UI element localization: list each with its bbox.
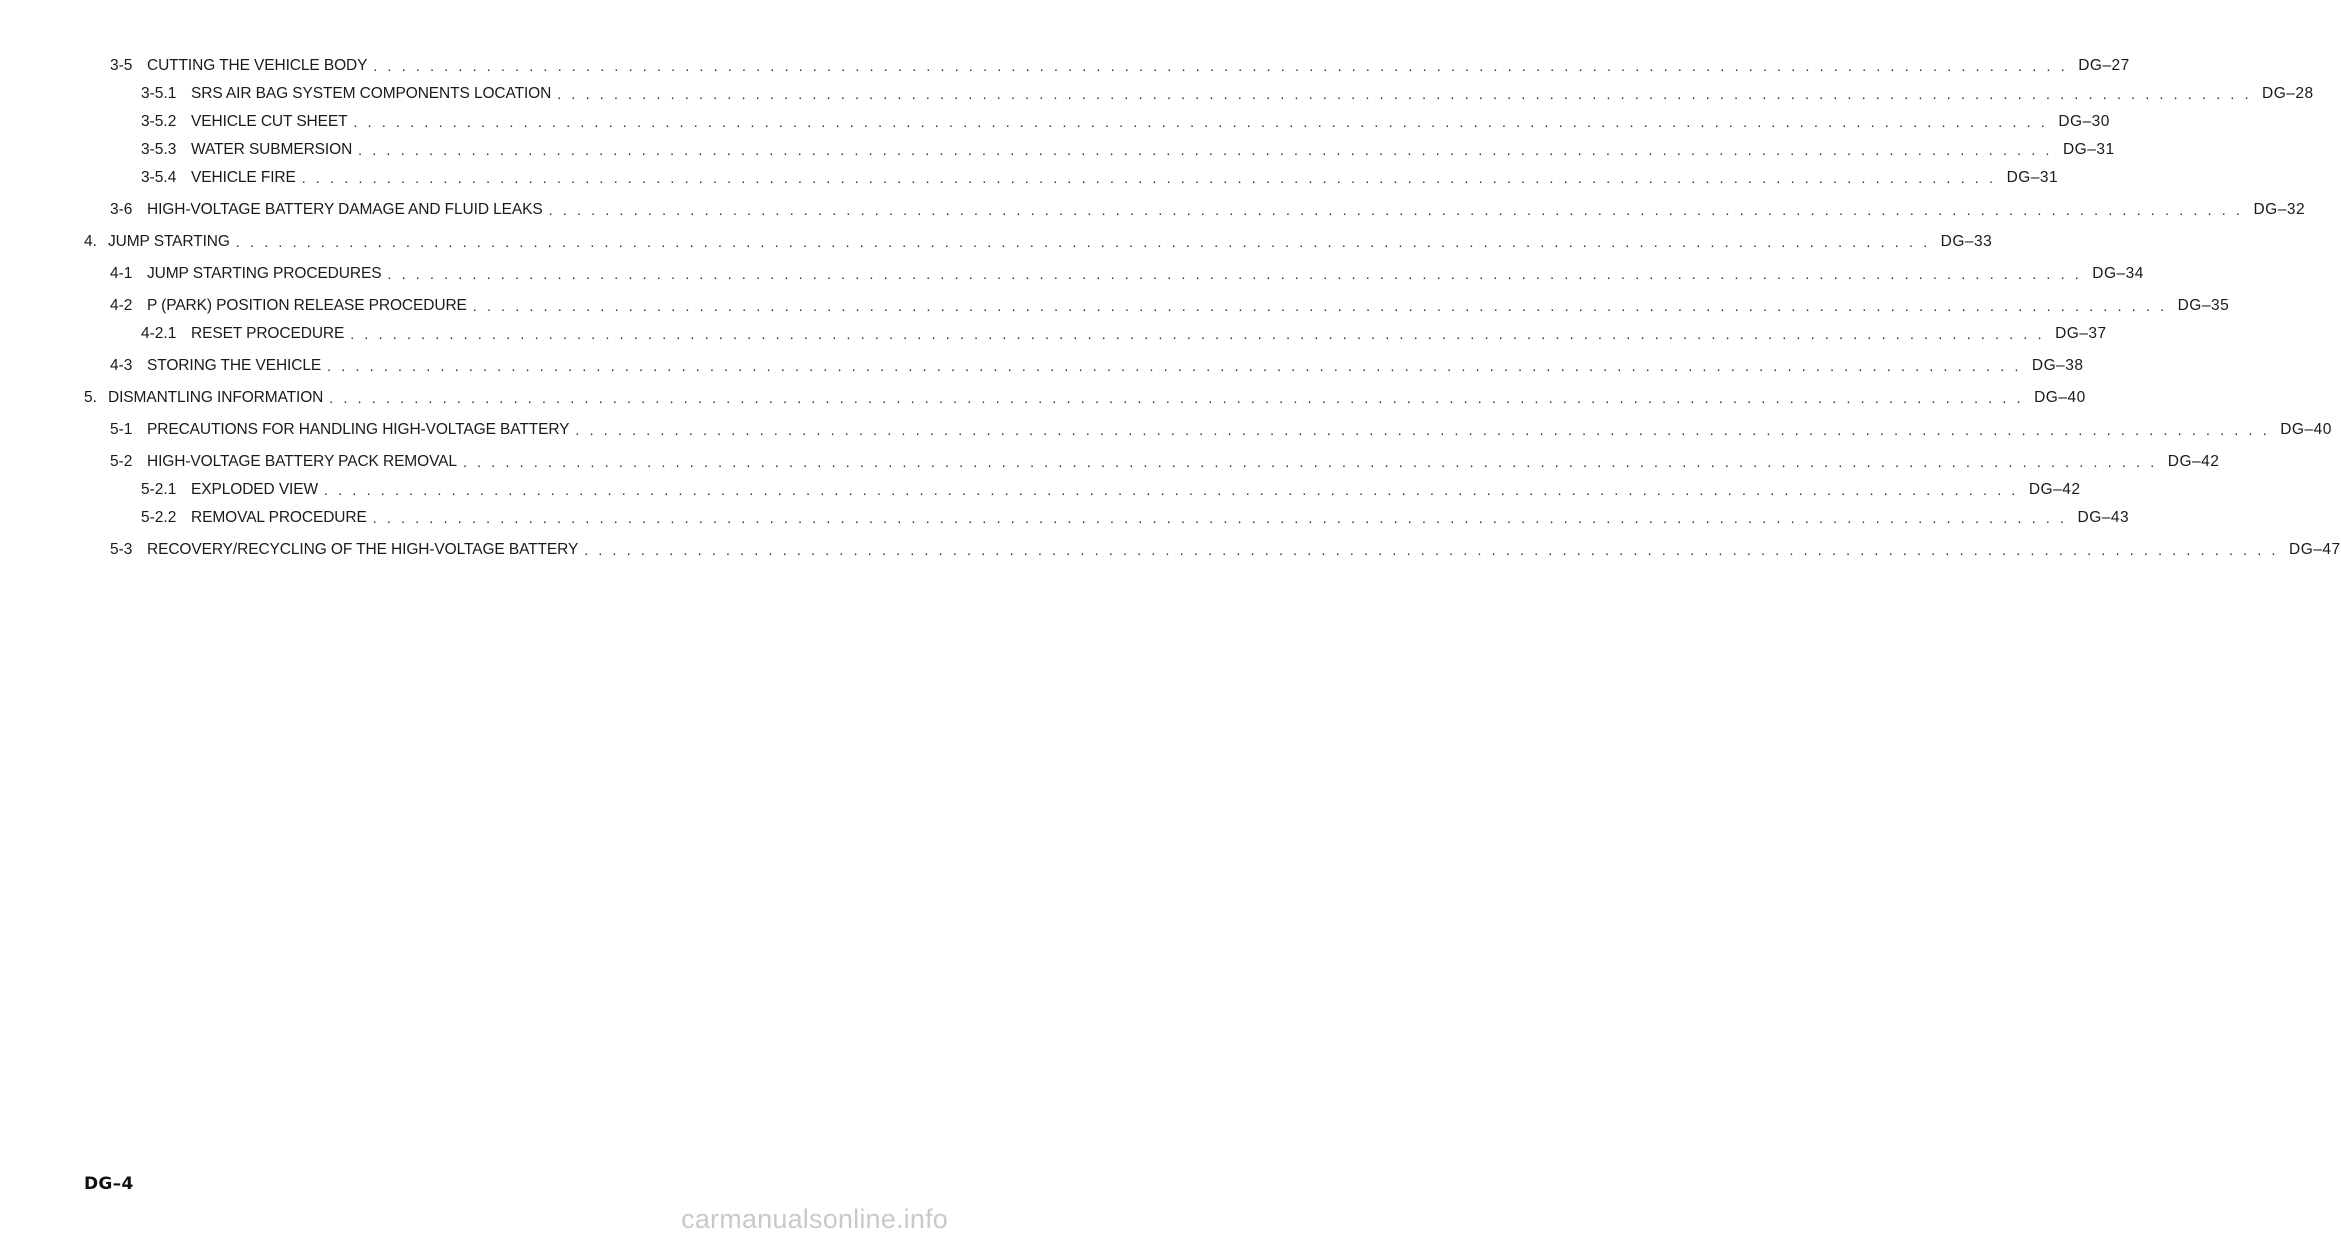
toc-entry-title: JUMP STARTING [108, 233, 230, 250]
toc-dot-leader: . . . . . . . . . . . . . . . . . . . . . . . . . . . . . . . . . . . . . . . . . . . . . . . . . . . . . . . . . . . . . . . . . . . . . . . . . . . . . . . . . . . . . . . . . . . . . . . . . . . . . . . . . . . . . . . . . . . . . . . . [327, 358, 2022, 374]
toc-entry-number: 4-2.1 [141, 325, 177, 342]
toc-entry-title: VEHICLE CUT SHEET [191, 113, 348, 130]
toc-entry[interactable] [0, 476, 2081, 504]
toc-entry-title: CUTTING THE VEHICLE BODY [147, 57, 368, 74]
toc-entry[interactable] [0, 416, 2332, 444]
toc-dot-leader: . . . . . . . . . . . . . . . . . . . . . . . . . . . . . . . . . . . . . . . . . . . . . . . . . . . . . . . . . . . . . . . . . . . . . . . . . . . . . . . . . . . . . . . . . . . . . . . . . . . . . . . . . . . . . . . . . . . . . . . . [462, 454, 2158, 470]
toc-entry[interactable] [0, 52, 2130, 80]
toc-entry-number: 3-5.4 [141, 169, 177, 186]
toc-dot-leader: . . . . . . . . . . . . . . . . . . . . . . . . . . . . . . . . . . . . . . . . . . . . . . . . . . . . . . . . . . . . . . . . . . . . . . . . . . . . . . . . . . . . . . . . . . . . . . . . . . . . . . . . . . . . . . . . . . . . . . . . [387, 266, 2082, 282]
toc-entry-title: VEHICLE FIRE [191, 169, 296, 186]
page-number: DG–4 [84, 1174, 134, 1194]
toc-entry[interactable] [0, 292, 2230, 320]
toc-entry-title: REMOVAL PROCEDURE [191, 509, 367, 526]
watermark: carmanualsonline.info [681, 1204, 948, 1234]
toc-entry[interactable] [0, 260, 2144, 288]
toc-entry[interactable] [0, 136, 2115, 164]
toc-entry-title: SRS AIR BAG SYSTEM COMPONENTS LOCATION [191, 85, 552, 102]
toc-dot-leader: . . . . . . . . . . . . . . . . . . . . . . . . . . . . . . . . . . . . . . . . . . . . . . . . . . . . . . . . . . . . . . . . . . . . . . . . . . . . . . . . . . . . . . . . . . . . . . . . . . . . . . . . . . . . . . . . . . . . . . . . [373, 58, 2068, 74]
toc-entry-number: 3-6 [110, 201, 133, 218]
toc-entry-title: HIGH-VOLTAGE BATTERY PACK REMOVAL [147, 453, 457, 470]
toc-entry-number: 5-1 [110, 421, 133, 438]
toc-entry-page: DG–40 [2034, 389, 2086, 406]
toc-dot-leader: . . . . . . . . . . . . . . . . . . . . . . . . . . . . . . . . . . . . . . . . . . . . . . . . . . . . . . . . . . . . . . . . . . . . . . . . . . . . . . . . . . . . . . . . . . . . . . . . . . . . . . . . . . . . . . . . . . . . . . . . [324, 482, 2019, 498]
toc-entry-page: DG–40 [2280, 421, 2332, 438]
toc-entry-title: JUMP STARTING PROCEDURES [147, 265, 382, 282]
toc-dot-leader: . . . . . . . . . . . . . . . . . . . . . . . . . . . . . . . . . . . . . . . . . . . . . . . . . . . . . . . . . . . . . . . . . . . . . . . . . . . . . . . . . . . . . . . . . . . . . . . . . . . . . . . . . . . . . . . . . . . . . . . . [329, 390, 2024, 406]
toc-entry-number: 5-3 [110, 541, 133, 558]
toc-entry-number: 3-5.3 [141, 141, 177, 158]
toc-dot-leader: . . . . . . . . . . . . . . . . . . . . . . . . . . . . . . . . . . . . . . . . . . . . . . . . . . . . . . . . . . . . . . . . . . . . . . . . . . . . . . . . . . . . . . . . . . . . . . . . . . . . . . . . . . . . . . . . . . . . . . . . [472, 298, 2168, 314]
toc-entry-page: DG–34 [2092, 265, 2144, 282]
toc-entry-title: STORING THE VEHICLE [147, 357, 322, 374]
toc-entry-title: DISMANTLING INFORMATION [108, 389, 324, 406]
toc-entry-title: WATER SUBMERSION [191, 141, 353, 158]
toc-entry[interactable] [0, 384, 2086, 412]
toc-dot-leader: . . . . . . . . . . . . . . . . . . . . . . . . . . . . . . . . . . . . . . . . . . . . . . . . . . . . . . . . . . . . . . . . . . . . . . . . . . . . . . . . . . . . . . . . . . . . . . . . . . . . . . . . . . . . . . . . . . . . . . . . [301, 170, 1997, 186]
toc-entry[interactable] [0, 164, 2059, 192]
toc-dot-leader: . . . . . . . . . . . . . . . . . . . . . . . . . . . . . . . . . . . . . . . . . . . . . . . . . . . . . . . . . . . . . . . . . . . . . . . . . . . . . . . . . . . . . . . . . . . . . . . . . . . . . . . . . . . . . . . . . . . . . . . . [350, 326, 2045, 342]
toc-entry[interactable] [0, 448, 2220, 476]
toc-entry-number: 4-2 [110, 297, 133, 314]
toc-entry-page: DG–33 [1940, 233, 1993, 250]
toc-entry-number: 4-3 [110, 357, 133, 374]
toc-entry-title: RECOVERY/RECYCLING OF THE HIGH-VOLTAGE BATTERY [147, 541, 579, 558]
toc-entry-page: DG–31 [2006, 169, 2059, 186]
toc-entry-page: DG–43 [2077, 509, 2130, 526]
toc-entry-page: DG–32 [2253, 201, 2306, 218]
toc-entry-page: DG–47 [2289, 541, 2341, 558]
toc-entry-page: DG–27 [2078, 57, 2130, 74]
toc-entry[interactable] [0, 320, 2107, 348]
toc-entry-number: 4-1 [110, 265, 133, 282]
toc-entry-number: 5-2.2 [141, 509, 177, 526]
toc-dot-leader: . . . . . . . . . . . . . . . . . . . . . . . . . . . . . . . . . . . . . . . . . . . . . . . . . . . . . . . . . . . . . . . . . . . . . . . . . . . . . . . . . . . . . . . . . . . . . . . . . . . . . . . . . . . . . . . . . . . . . . . . [584, 542, 2279, 558]
toc-entry-page: DG–42 [2167, 453, 2220, 470]
toc-entry-page: DG–28 [2262, 85, 2314, 102]
toc-dot-leader: . . . . . . . . . . . . . . . . . . . . . . . . . . . . . . . . . . . . . . . . . . . . . . . . . . . . . . . . . . . . . . . . . . . . . . . . . . . . . . . . . . . . . . . . . . . . . . . . . . . . . . . . . . . . . . . . . . . . . . . . [548, 202, 2244, 218]
toc-entry[interactable] [0, 536, 2341, 564]
toc-entry[interactable] [0, 228, 1993, 256]
toc-entry-page: DG–38 [2031, 357, 2084, 374]
toc-dot-leader: . . . . . . . . . . . . . . . . . . . . . . . . . . . . . . . . . . . . . . . . . . . . . . . . . . . . . . . . . . . . . . . . . . . . . . . . . . . . . . . . . . . . . . . . . . . . . . . . . . . . . . . . . . . . . . . . . . . . . . . . [557, 86, 2252, 102]
toc-entry-title: RESET PROCEDURE [191, 325, 345, 342]
toc-entry-page: DG–35 [2177, 297, 2230, 314]
toc-entry-number: 5-2 [110, 453, 133, 470]
toc-dot-leader: . . . . . . . . . . . . . . . . . . . . . . . . . . . . . . . . . . . . . . . . . . . . . . . . . . . . . . . . . . . . . . . . . . . . . . . . . . . . . . . . . . . . . . . . . . . . . . . . . . . . . . . . . . . . . . . . . . . . . . . . [372, 510, 2068, 526]
toc-dot-leader: . . . . . . . . . . . . . . . . . . . . . . . . . . . . . . . . . . . . . . . . . . . . . . . . . . . . . . . . . . . . . . . . . . . . . . . . . . . . . . . . . . . . . . . . . . . . . . . . . . . . . . . . . . . . . . . . . . . . . . . . [358, 142, 2053, 158]
toc-entry-number: 5. [84, 389, 97, 406]
toc-entry[interactable] [0, 352, 2084, 380]
toc-entry-title: P (PARK) POSITION RELEASE PROCEDURE [147, 297, 467, 314]
toc-entry-number: 4. [84, 233, 97, 250]
toc-entry-number: 3-5 [110, 57, 133, 74]
toc-entry-title: HIGH-VOLTAGE BATTERY DAMAGE AND FLUID LEAKS [147, 201, 543, 218]
toc-entry-page: DG–42 [2028, 481, 2081, 498]
toc-entry-number: 3-5.2 [141, 113, 177, 130]
toc-entry-title: EXPLODED VIEW [191, 481, 319, 498]
toc-entry[interactable] [0, 504, 2130, 532]
table-of-contents [0, 52, 2341, 564]
toc-dot-leader: . . . . . . . . . . . . . . . . . . . . . . . . . . . . . . . . . . . . . . . . . . . . . . . . . . . . . . . . . . . . . . . . . . . . . . . . . . . . . . . . . . . . . . . . . . . . . . . . . . . . . . . . . . . . . . . . . . . . . . . . [575, 422, 2270, 438]
toc-entry-page: DG–30 [2058, 113, 2110, 130]
toc-entry-number: 5-2.1 [141, 481, 177, 498]
toc-entry-title: PRECAUTIONS FOR HANDLING HIGH-VOLTAGE BATTERY [147, 421, 570, 438]
toc-dot-leader: . . . . . . . . . . . . . . . . . . . . . . . . . . . . . . . . . . . . . . . . . . . . . . . . . . . . . . . . . . . . . . . . . . . . . . . . . . . . . . . . . . . . . . . . . . . . . . . . . . . . . . . . . . . . . . . . . . . . . . . . [235, 234, 1931, 250]
toc-entry-page: DG–37 [2055, 325, 2107, 342]
toc-entry[interactable] [0, 108, 2110, 136]
toc-entry-number: 3-5.1 [141, 85, 177, 102]
toc-dot-leader: . . . . . . . . . . . . . . . . . . . . . . . . . . . . . . . . . . . . . . . . . . . . . . . . . . . . . . . . . . . . . . . . . . . . . . . . . . . . . . . . . . . . . . . . . . . . . . . . . . . . . . . . . . . . . . . . . . . . . . . . [353, 114, 2048, 130]
toc-entry-page: DG–31 [2062, 141, 2115, 158]
toc-entry[interactable] [0, 196, 2306, 224]
toc-entry[interactable] [0, 80, 2314, 108]
